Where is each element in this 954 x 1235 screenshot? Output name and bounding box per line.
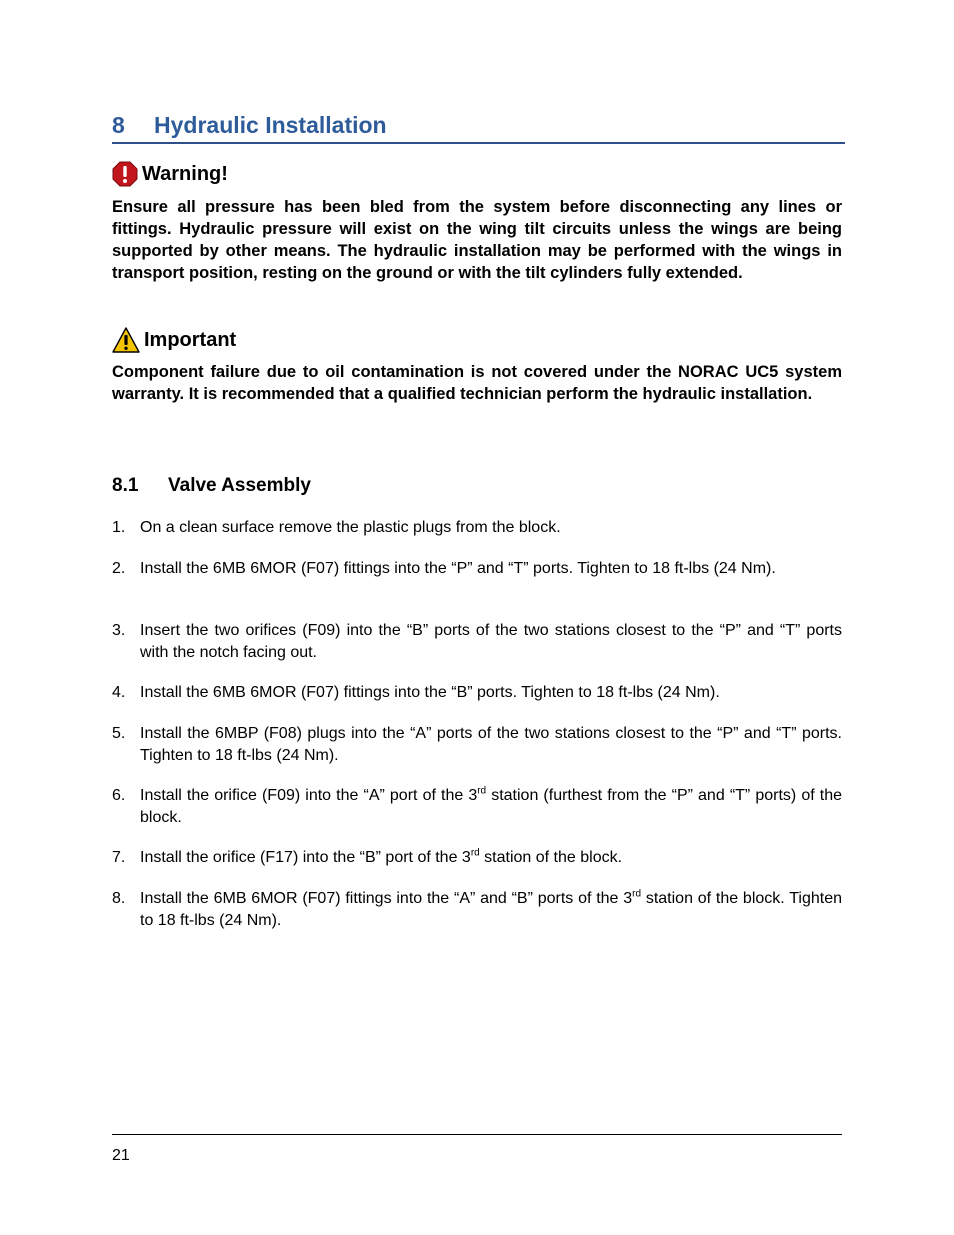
list-item xyxy=(112,517,842,539)
list-item xyxy=(112,847,842,869)
list-item xyxy=(112,558,842,580)
caution-triangle-icon xyxy=(112,327,140,353)
step-text xyxy=(140,558,842,580)
step-number: 4. xyxy=(112,684,126,701)
list-item xyxy=(112,723,842,767)
step-text xyxy=(140,620,842,664)
subsection-heading xyxy=(112,474,311,498)
list-item xyxy=(112,682,842,704)
step-text-part: Install the 6MBP (F08) plugs into the “A” ports of the two stations closest to the “P” and “T” ports. Tighten to 18 ft-lbs (24 Nm). xyxy=(140,725,842,764)
step-text-part: Install the orifice (F09) into the “A” port of the 3 xyxy=(140,787,478,804)
step-text-part: Install the orifice (F17) into the “B” port of the 3 xyxy=(140,849,471,866)
warning-heading-text: Warning! xyxy=(142,163,228,185)
step-text xyxy=(140,723,842,767)
list-item xyxy=(112,785,842,829)
step-text-part: station (furthest from the “P” and “T” ports) of the block. xyxy=(140,787,842,826)
step-number: 1. xyxy=(112,519,126,536)
list-item xyxy=(112,888,842,932)
step-number: 5. xyxy=(112,725,126,742)
ordinal-suffix: rd xyxy=(632,888,642,900)
page-number: 21 xyxy=(112,1147,130,1164)
step-text xyxy=(140,888,842,932)
step-text-part: station of the block. Tighten to 18 ft-lbs (24 Nm). xyxy=(140,890,843,929)
step-text-part: station of the block. xyxy=(479,849,623,866)
ordinal-suffix: rd xyxy=(477,785,487,797)
step-text-part: Install the 6MB 6MOR (F07) fittings into the “P” and “T” ports. Tighten to 18 ft-lbs (24 Nm). xyxy=(140,560,776,577)
step-number: 6. xyxy=(112,787,126,804)
section-title: Hydraulic Installation xyxy=(154,112,387,138)
section-number: 8 xyxy=(112,112,125,138)
step-number: 8. xyxy=(112,890,126,907)
warning-heading xyxy=(112,161,228,187)
warning-stop-icon xyxy=(112,161,138,187)
subsection-number: 8.1 xyxy=(112,475,139,496)
step-number: 3. xyxy=(112,622,126,639)
step-text-part: Insert the two orifices (F09) into the “B” ports of the two stations closest to the “P” and “T” ports with the notch facing out. xyxy=(140,622,842,661)
section-heading xyxy=(112,111,845,144)
step-text-part: Install the 6MB 6MOR (F07) fittings into the “B” ports. Tighten to 18 ft-lbs (24 Nm). xyxy=(140,684,720,701)
important-text: Component failure due to oil contamination is not covered under the NORAC UC5 system warranty. It is recommended that a qualified technician perform the hydraulic installation. xyxy=(112,363,842,403)
step-text xyxy=(140,785,842,829)
step-text xyxy=(140,682,842,704)
ordinal-suffix: rd xyxy=(470,847,480,859)
step-number: 7. xyxy=(112,849,126,866)
footer-rule xyxy=(112,1134,842,1135)
important-heading-text: Important xyxy=(144,329,237,351)
step-number: 2. xyxy=(112,560,126,577)
warning-text: Ensure all pressure has been bled from the system before disconnecting any lines or fittings. Hydraulic pressure will exist on the wing tilt circuits unless the wings are being supported by other means. The hydraulic installation may be performed with the wings in transport position, resting on the ground or with the tilt cylinders fully extended. xyxy=(112,198,842,282)
step-text-part: Install the 6MB 6MOR (F07) fittings into the “A” and “B” ports of the 3 xyxy=(140,890,633,907)
step-text xyxy=(140,847,842,869)
list-item xyxy=(112,620,842,664)
subsection-title: Valve Assembly xyxy=(168,475,311,496)
important-heading xyxy=(112,327,236,353)
step-text xyxy=(140,517,842,539)
step-text-part: On a clean surface remove the plastic plugs from the block. xyxy=(140,519,561,536)
